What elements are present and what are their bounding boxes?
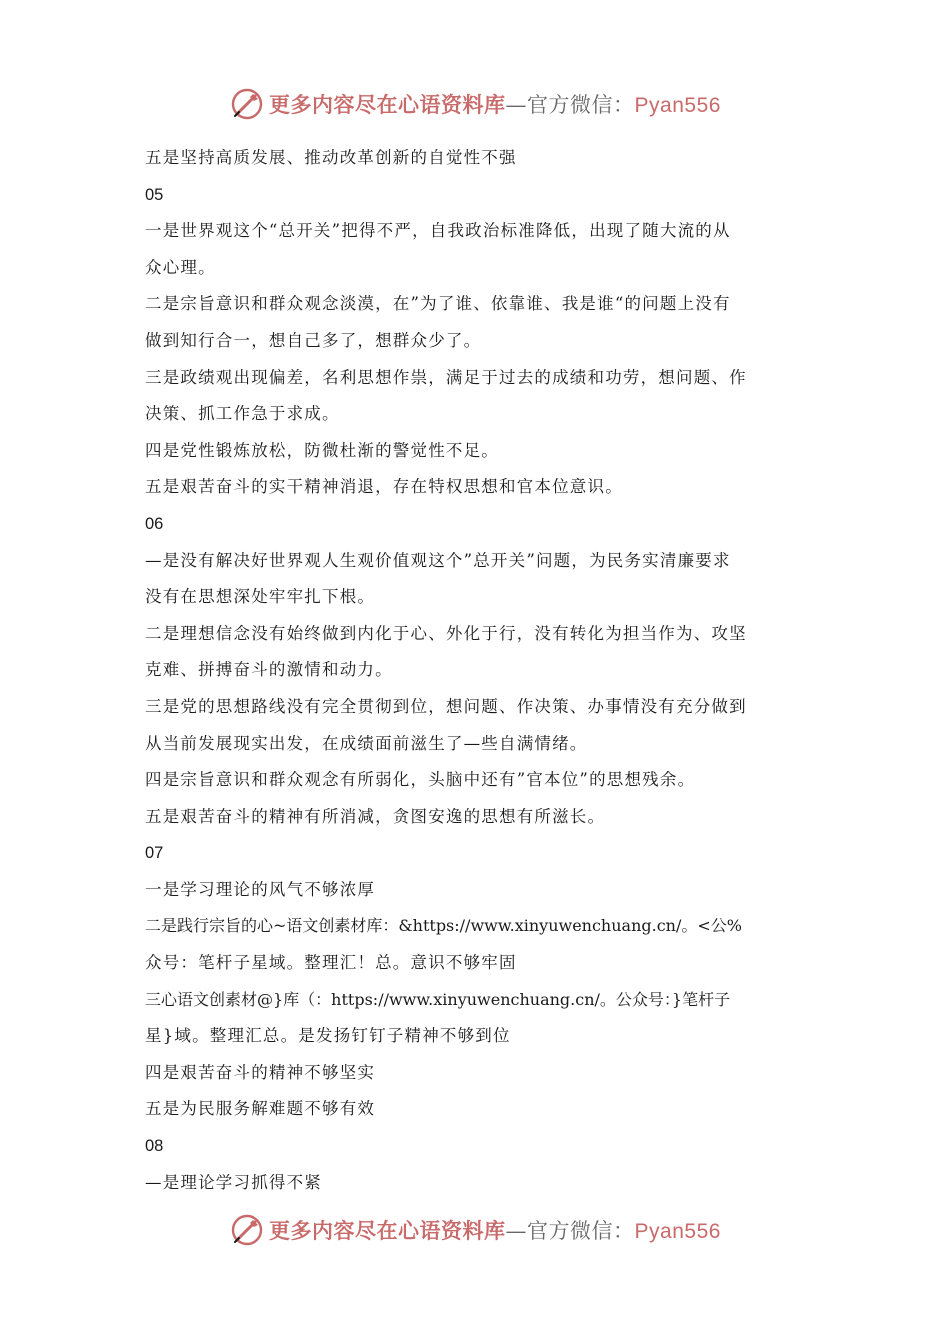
text-line: 五是艰苦奋斗的实干精神消退，存在特权思想和官本位意识。 (145, 477, 623, 497)
text-line: 克难、拼搏奋斗的激情和动力。 (145, 660, 393, 680)
pen-logo-icon (229, 1212, 265, 1248)
text-line: 二是践行宗旨的心~语文创素材库：&https://www.xinyuwenchuang.cn/。<公% (145, 916, 742, 936)
pen-logo-icon (229, 86, 265, 122)
header-banner (0, 84, 950, 124)
text-line: 三是政绩观出现偏差，名利思想作祟，满足于过去的成绩和功劳，想问题、作 (145, 367, 747, 387)
text-line: 星}域。整理汇总。是发扬钉钉子精神不够到位 (145, 1026, 511, 1046)
text-line: 二是宗旨意识和群众观念淡漠，在”为了谁、依靠谁、我是谁“的问题上没有 (145, 294, 731, 314)
text-line: 五是为民服务解难题不够有效 (145, 1099, 376, 1119)
text-line: 众心理。 (145, 257, 216, 277)
text-line: 四是宗旨意识和群众观念有所弱化，头脑中还有”官本位”的思想残余。 (145, 770, 696, 790)
header-title: 更多内容尽在心语资料库 (269, 92, 506, 117)
header-text (269, 89, 721, 119)
section-number: 05 (145, 185, 164, 204)
section-number: 06 (145, 514, 164, 533)
text-line: 二是理想信念没有始终做到内化于心、外化于行，没有转化为担当作为、攻坚 (145, 623, 747, 643)
text-line: 众号：笔杆子星域。整理汇！总。意识不够牢固 (145, 953, 517, 973)
header-wechat-label: —官方微信： (505, 93, 635, 117)
text-line: 一是学习理论的风气不够浓厚 (145, 879, 376, 899)
text-line: 从当前发展现实出发，在成绩面前滋生了—些自满情绪。 (145, 733, 588, 753)
text-line: 四是艰苦奋斗的精神不够坚实 (145, 1062, 376, 1082)
text-line: —是理论学习抓得不紧 (145, 1172, 322, 1192)
footer-banner (0, 1210, 950, 1250)
footer-wechat-label: —官方微信： (505, 1219, 635, 1243)
text-line: 三是党的思想路线没有完全贯彻到位，想问题、作决策、办事情没有充分做到 (145, 696, 747, 716)
text-line: 五是艰苦奋斗的精神有所消减，贪图安逸的思想有所滋长。 (145, 806, 606, 826)
footer-title: 更多内容尽在心语资料库 (269, 1218, 506, 1243)
section-number: 08 (145, 1137, 164, 1156)
text-line: 三心语文创素材@}库（：https://www.xinyuwenchuang.cn/。公众号：}笔杆子 (145, 989, 731, 1009)
text-line: 四是党性锻炼放松，防微杜渐的警觉性不足。 (145, 440, 499, 460)
text-line: 五是坚持高质发展、推动改革创新的自觉性不强 (145, 148, 517, 167)
text-line: —是没有解决好世界观人生观价值观这个”总开关”问题，为民务实清廉要求 (145, 550, 731, 570)
text-line: 决策、抓工作急于求成。 (145, 404, 340, 424)
footer-text (269, 1215, 721, 1245)
text-line: 做到知行合一，想自己多了，想群众少了。 (145, 330, 482, 350)
text-line: 没有在思想深处牢牢扎下根。 (145, 587, 376, 607)
text-line: 一是世界观这个“总开关”把得不严，自我政治标准降低，出现了随大流的从 (145, 221, 731, 241)
section-number: 07 (145, 844, 164, 863)
header-wechat-id: Pyan556 (634, 94, 721, 117)
footer-wechat-id: Pyan556 (634, 1220, 721, 1243)
document-body (145, 140, 805, 1201)
